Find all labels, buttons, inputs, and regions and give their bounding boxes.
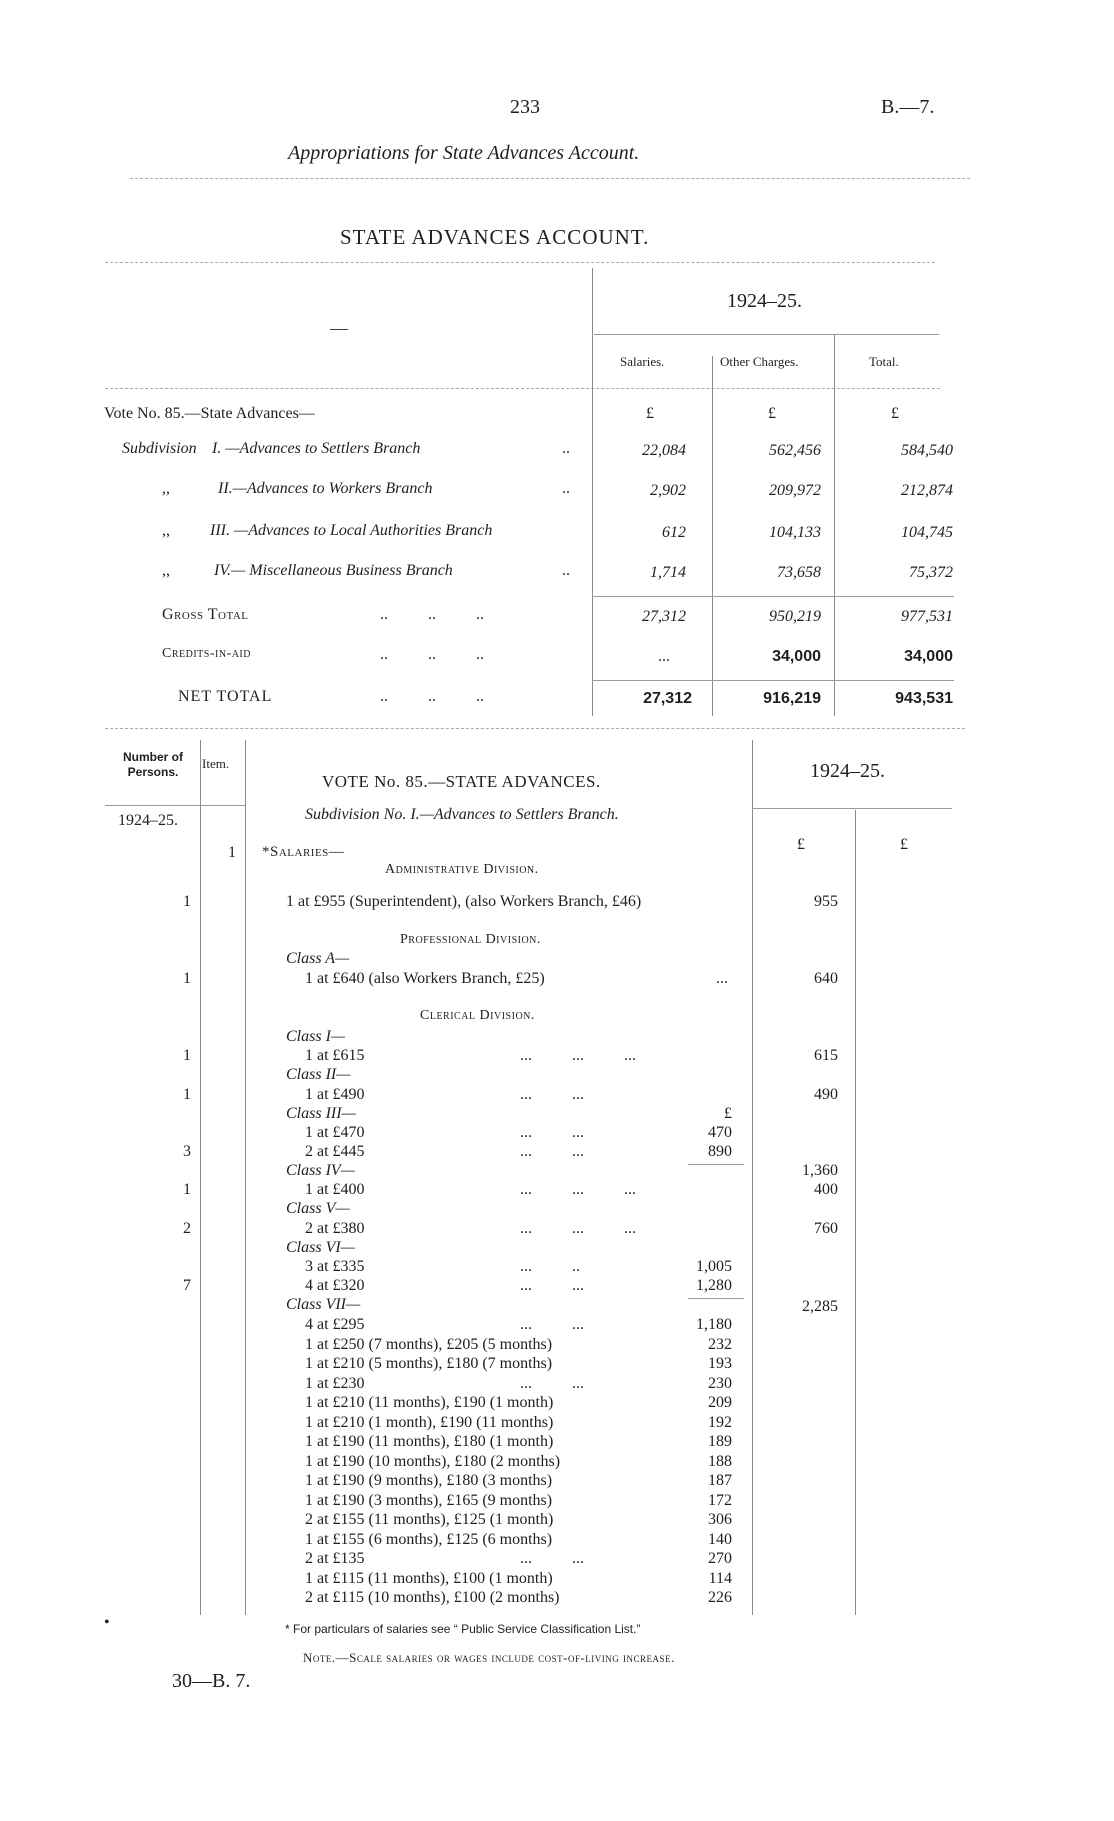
- note: Note.—Scale salaries or wages include cost-of-living increase.: [303, 1650, 675, 1665]
- line-description: 1 at £955 (Superintendent), (also Workers Branch, £46): [286, 893, 642, 910]
- persons-divider: [200, 740, 201, 1615]
- document-reference: B.—7.: [881, 96, 935, 118]
- persons-count: 1: [183, 1181, 191, 1198]
- line-description: 1 at £155 (6 months), £125 (6 months): [305, 1531, 553, 1548]
- persons-count: 1: [183, 1047, 191, 1064]
- line-amount: 955: [814, 893, 838, 910]
- salaries-value: 612: [662, 524, 686, 541]
- year-underline: [594, 334, 939, 335]
- sub-amount: 172: [708, 1492, 732, 1509]
- leader-dots: .. .. ..: [380, 606, 484, 623]
- header-rule: [130, 178, 970, 179]
- net-rule: [592, 680, 954, 681]
- total-value: 104,745: [901, 524, 953, 541]
- sub-amount: 306: [708, 1511, 732, 1528]
- leader-dots: ... ...: [520, 1550, 584, 1567]
- leader-dots: ... ..: [520, 1258, 580, 1275]
- persons-heading-rule: [105, 805, 245, 806]
- sub-amount: 226: [708, 1589, 732, 1606]
- total-value: 584,540: [901, 442, 953, 459]
- sub-amount: 114: [708, 1570, 732, 1587]
- other-charges-value: 73,658: [777, 564, 821, 581]
- detail-pound-2: £: [900, 836, 908, 853]
- leader-dots: ... ...: [520, 1143, 584, 1160]
- class-heading: Class I—: [286, 1028, 346, 1045]
- subdivision-prefix: ,,: [162, 480, 170, 497]
- amount-divider: [752, 740, 753, 1615]
- persons-count: 1: [183, 893, 191, 910]
- line-description: 1 at £640 (also Workers Branch, £25): [305, 970, 545, 987]
- leader-dots: ..: [562, 440, 570, 457]
- col-total-heading: Total.: [869, 354, 899, 369]
- leader-dots: ...: [716, 970, 728, 987]
- other-charges-value: 209,972: [769, 482, 821, 499]
- vote-title: VOTE No. 85.—STATE ADVANCES.: [322, 772, 601, 791]
- line-description: 2 at £380: [305, 1220, 365, 1237]
- net-total-label: NET TOTAL: [178, 688, 273, 705]
- line-description: 1 at £190 (9 months), £180 (3 months): [305, 1472, 553, 1489]
- line-amount: 640: [814, 970, 838, 987]
- class-vi-subtotal-rule: [688, 1298, 744, 1299]
- detail-year-heading: 1924–25.: [810, 760, 885, 782]
- line-description: 1 at £115 (11 months), £100 (1 month): [305, 1570, 553, 1587]
- line-amount: 760: [814, 1220, 838, 1237]
- sub-amount: 187: [708, 1472, 732, 1489]
- class-heading: Class VII—: [286, 1296, 361, 1313]
- salaries-value: 2,902: [650, 482, 686, 499]
- persons-count: 7: [183, 1277, 191, 1294]
- total-value: 943,531: [895, 690, 953, 707]
- class-iii-total: 1,360: [802, 1162, 838, 1179]
- class-heading: Class V—: [286, 1200, 350, 1217]
- persons-year: 1924–25.: [118, 812, 178, 829]
- leader-dots: ... ...: [520, 1124, 584, 1141]
- running-title: Appropriations for State Advances Account.: [288, 142, 640, 164]
- line-description: 1 at £210 (11 months), £190 (1 month): [305, 1394, 554, 1411]
- line-description: 1 at £250 (7 months), £205 (5 months): [305, 1336, 553, 1353]
- summary-bottom-rule: [105, 728, 965, 729]
- margin-bullet: •: [104, 1614, 110, 1631]
- sub-amount: 140: [708, 1531, 732, 1548]
- salaries-label: *Salaries—: [262, 844, 345, 860]
- line-description: 4 at £295: [305, 1316, 365, 1333]
- other-charges-value: 950,219: [769, 608, 821, 625]
- subdivision-prefix: Subdivision: [122, 440, 197, 457]
- persons-count: 1: [183, 1086, 191, 1103]
- sub-amount: 192: [708, 1414, 732, 1431]
- leader-dots: ..: [562, 562, 570, 579]
- amount-divider-2: [855, 810, 856, 1615]
- sub-amount: 230: [708, 1375, 732, 1392]
- class-vi-total: 2,285: [802, 1298, 838, 1315]
- sub-amount: 209: [708, 1394, 732, 1411]
- leader-dots: ... ...: [520, 1316, 584, 1333]
- subdivision-prefix: ,,: [162, 522, 170, 539]
- salaries-value: 1,714: [650, 564, 686, 581]
- subdivision-prefix: ,,: [162, 562, 170, 579]
- gross-total-label: Gross Total: [162, 606, 249, 623]
- line-amount: 615: [814, 1047, 838, 1064]
- pound-total: £: [891, 405, 899, 422]
- line-description: 1 at £190 (3 months), £165 (9 months): [305, 1492, 553, 1509]
- line-description: 1 at £615: [305, 1047, 365, 1064]
- sub-amount: 270: [708, 1550, 732, 1567]
- detail-pound-1: £: [797, 836, 805, 853]
- clerical-division-heading: Clerical Division.: [420, 1008, 535, 1023]
- line-description: 1 at £470: [305, 1124, 365, 1141]
- credits-in-aid-label: Credits-in-aid: [162, 646, 251, 661]
- salaries-value: 27,312: [642, 608, 686, 625]
- line-description: 1 at £190 (11 months), £180 (1 month): [305, 1433, 554, 1450]
- persons-count: 1: [183, 970, 191, 987]
- col-other-charges-heading: Other Charges.: [720, 354, 799, 369]
- salaries-value: 22,084: [642, 442, 686, 459]
- leader-dots: ... ... ...: [520, 1047, 636, 1064]
- salaries-value: ...: [658, 648, 670, 665]
- total-value: 34,000: [904, 648, 953, 665]
- line-description: 3 at £335: [305, 1258, 365, 1275]
- line-description: 1 at £210 (1 month), £190 (11 months): [305, 1414, 554, 1431]
- leader-dots: ... ... ...: [520, 1220, 636, 1237]
- item-number: 1: [228, 844, 236, 861]
- signature-mark: 30—B. 7.: [172, 1670, 251, 1692]
- professional-division-heading: Professional Division.: [400, 932, 541, 947]
- sub-amount: 1,005: [696, 1258, 732, 1275]
- footnote: * For particulars of salaries see “ Public Service Classification List.”: [285, 1622, 641, 1636]
- leader-dots: ..: [562, 480, 570, 497]
- class-heading: Class II—: [286, 1066, 351, 1083]
- leader-dots: .. .. ..: [380, 646, 484, 663]
- detail-year-rule: [752, 808, 952, 809]
- line-description: 2 at £135: [305, 1550, 365, 1567]
- line-description: 1 at £210 (5 months), £180 (7 months): [305, 1355, 553, 1372]
- leader-dots: ... ...: [520, 1086, 584, 1103]
- sub-amount: 189: [708, 1433, 732, 1450]
- subdivision-label: II.—Advances to Workers Branch: [218, 480, 433, 497]
- other-charges-value: 916,219: [763, 690, 821, 707]
- pound-other: £: [768, 405, 776, 422]
- leader-dots: ... ...: [520, 1277, 584, 1294]
- subdivision-label: IV.— Miscellaneous Business Branch: [214, 562, 453, 579]
- vote-label: Vote No. 85.—State Advances—: [104, 405, 315, 422]
- line-description: 1 at £400: [305, 1181, 365, 1198]
- line-description: 1 at £190 (10 months), £180 (2 months): [305, 1453, 561, 1470]
- class-heading: Class III—: [286, 1105, 356, 1122]
- line-description: 4 at £320: [305, 1277, 365, 1294]
- subdivision-heading: Subdivision No. I.—Advances to Settlers Branch.: [305, 806, 619, 823]
- summary-title: STATE ADVANCES ACCOUNT.: [340, 225, 650, 249]
- persons-count: 3: [183, 1143, 191, 1160]
- class-heading: Class IV—: [286, 1162, 355, 1179]
- class-iii-subtotal-rule: [688, 1164, 744, 1165]
- summary-stub-heading: —: [330, 318, 348, 338]
- sub-amount: 232: [708, 1336, 732, 1353]
- line-description: 2 at £445: [305, 1143, 365, 1160]
- class-heading: Class A—: [286, 950, 350, 967]
- line-description: 1 at £490: [305, 1086, 365, 1103]
- sub-amount: 1,180: [696, 1316, 732, 1333]
- col-salaries-heading: Salaries.: [620, 354, 665, 369]
- other-charges-value: 34,000: [772, 648, 821, 665]
- class-heading: Class VI—: [286, 1239, 355, 1256]
- total-value: 212,874: [901, 482, 953, 499]
- summary-top-rule: [105, 262, 935, 263]
- sub-amount: 1,280: [696, 1277, 732, 1294]
- summary-divider-3: [834, 334, 835, 716]
- line-amount: 400: [814, 1181, 838, 1198]
- sub-amount: 188: [708, 1453, 732, 1470]
- persons-count: 2: [183, 1220, 191, 1237]
- gross-rule: [592, 596, 954, 597]
- line-description: 2 at £115 (10 months), £100 (2 months): [305, 1589, 560, 1606]
- col-item-heading: Item.: [202, 756, 230, 771]
- summary-divider-2: [712, 356, 713, 716]
- administrative-division-heading: Administrative Division.: [385, 862, 539, 877]
- leader-dots: ... ...: [520, 1375, 584, 1392]
- line-description: 1 at £230: [305, 1375, 365, 1392]
- subdivision-label: III. —Advances to Local Authorities Branch: [210, 522, 493, 539]
- other-charges-value: 104,133: [769, 524, 821, 541]
- subdivision-label: I. —Advances to Settlers Branch: [212, 440, 421, 457]
- summary-year-heading: 1924–25.: [727, 290, 802, 312]
- sub-amount: 470: [708, 1124, 732, 1141]
- salaries-value: 27,312: [643, 690, 692, 707]
- sub-amount: 193: [708, 1355, 732, 1372]
- pound-salaries: £: [646, 405, 654, 422]
- item-divider: [245, 740, 246, 1615]
- summary-header-rule: [105, 388, 940, 389]
- line-amount: 490: [814, 1086, 838, 1103]
- class-iii-pound: £: [724, 1105, 732, 1122]
- leader-dots: ... ... ...: [520, 1181, 636, 1198]
- page-number: 233: [510, 96, 540, 118]
- total-value: 75,372: [909, 564, 953, 581]
- col-number-of-persons-heading: Number of Persons.: [123, 750, 183, 779]
- summary-divider-1: [592, 268, 593, 716]
- leader-dots: .. .. ..: [380, 688, 484, 705]
- sub-amount: 890: [708, 1143, 732, 1160]
- total-value: 977,531: [901, 608, 953, 625]
- line-description: 2 at £155 (11 months), £125 (1 month): [305, 1511, 554, 1528]
- other-charges-value: 562,456: [769, 442, 821, 459]
